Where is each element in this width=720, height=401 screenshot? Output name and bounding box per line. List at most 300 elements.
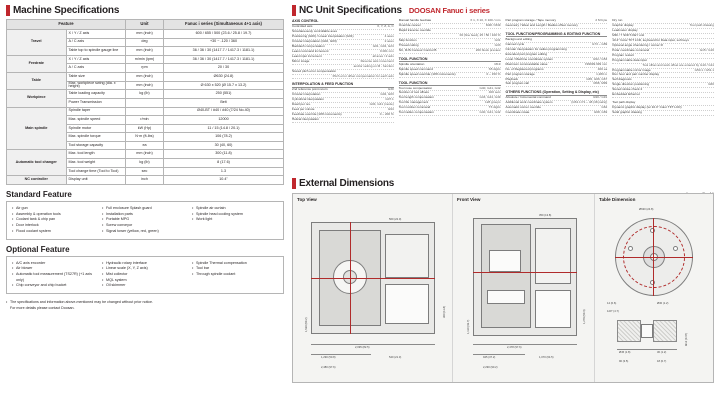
- nc-value: all axes / 2 axis: [372, 53, 394, 58]
- table-row: [7, 150, 284, 159]
- nc-key: Manual handle feedrate: [398, 18, 432, 22]
- list-item: • Linear scale (X, Y, Z axis): [102, 266, 188, 272]
- nc-value: G33: [494, 42, 501, 47]
- nc-value: G40, G41, G42: [479, 110, 501, 115]
- nc-key: [292, 75, 333, 79]
- row-unit: rpm: [126, 64, 164, 73]
- nc-key: Spindle speed override (10% increments): [398, 71, 456, 76]
- front-view-base: [535, 290, 571, 328]
- red-bar-icon: [292, 5, 296, 16]
- row-value: 36 / 36 / 30 (1417.7 / 1417.3 / 1181.1): [164, 47, 284, 56]
- row-value: 11 / 15 (14.8 / 20.1): [164, 124, 284, 133]
- standard-feature-column-1: [12, 206, 98, 235]
- nc-key: Dry run: [612, 18, 623, 22]
- dim-label: 2,290 (90.2): [483, 366, 498, 369]
- nc-value: Tool path drawing: [689, 22, 714, 27]
- nc-value: G43, G44, G49: [479, 95, 501, 100]
- top-view-title: Top View: [297, 197, 317, 202]
- nc-value: T3 digits: [488, 105, 501, 110]
- nc-key: Local / Machine coordinate system: [505, 56, 554, 61]
- nc-key: Least input increment: [292, 53, 322, 58]
- nc-value: G30: [387, 87, 394, 92]
- nc-unit-title: NC Unit Specifications: [299, 5, 402, 16]
- nc-key: MDI / 7 SOFT-KEY unit: [612, 32, 645, 37]
- row-unit: deg: [126, 38, 164, 47]
- nc-key: No. of Registered programs: [505, 66, 544, 71]
- nc-key: Part program storage: [505, 71, 535, 76]
- nc-spec-grid: [292, 19, 714, 126]
- nc-value: 1,280 m: [596, 71, 608, 76]
- nc-key: 2nd reference point return: [292, 87, 328, 92]
- nc-value: X, Y, Z, A, C: [377, 24, 394, 28]
- nc-key: Dwell per rev.: [292, 102, 311, 107]
- list-item: • Signal tower (yellow, red, green): [102, 229, 188, 235]
- optional-feature-heading: [6, 245, 284, 254]
- row-unit: mm (inch): [126, 72, 164, 81]
- group-feedrate: Feedrate: [7, 55, 67, 72]
- row-unit: [126, 98, 164, 107]
- front-view-atc: [535, 228, 571, 284]
- row-label: Tool change time (Tool to Tool): [66, 167, 126, 176]
- nc-value: 0 ~ 200 %: [379, 112, 394, 117]
- dim-label: 14 (0.6): [607, 302, 617, 305]
- machine-specifications-section: [6, 5, 284, 311]
- nc-key: Tool life management: [398, 100, 429, 105]
- front-view-title: Front View: [457, 197, 481, 202]
- nc-row: [506, 24, 608, 29]
- nc-key: Stored pitch error compensation: [292, 68, 337, 73]
- list-item: • Chip conveyor and chip bucket: [12, 283, 98, 289]
- nc-key: Feedrate override (10% increments): [292, 112, 342, 117]
- nc-block-title: TOOL FUNCTION: [399, 57, 501, 63]
- footnote-1: • The specifications and information above-mentioned may be changed without prior notice.: [6, 300, 284, 305]
- external-dimensions-title: External Dimensions: [299, 178, 395, 189]
- nc-column-2: [399, 19, 501, 126]
- list-item: • Installation parts: [102, 212, 188, 218]
- row-label: Tool storage capacity: [66, 141, 126, 150]
- row-label: Max. spindle speed: [66, 116, 126, 125]
- row-label: Spindle motor: [66, 124, 126, 133]
- nc-key: NC, RJS Contour Control B: [398, 47, 437, 52]
- machine-specs-title: Machine Specifications: [13, 5, 120, 16]
- nc-key: Simultaneously controllable axes: [292, 28, 338, 33]
- nc-block: [399, 19, 501, 54]
- table-row: [7, 90, 284, 99]
- nc-key: Stored stroke check 2: [612, 87, 643, 92]
- nc-block: [292, 82, 394, 123]
- nc-key: Automatic corner override: [505, 105, 541, 110]
- nc-key: Leadmeter display: [612, 27, 638, 32]
- row-label: A / C axis: [66, 38, 126, 47]
- row-value: 250 (551): [164, 90, 284, 99]
- nc-row: [399, 111, 501, 116]
- table-row: [7, 55, 284, 64]
- list-item: • Hydraulic rotary interface: [102, 261, 188, 267]
- nc-key: Absolute / Incremental command: [505, 95, 551, 100]
- drawings-container: [292, 193, 714, 383]
- nc-key: Feed per minute: [292, 107, 315, 112]
- front-view-table: [487, 290, 525, 304]
- group-atc: Automatic tool changer: [7, 150, 67, 176]
- nc-key: Embedded Ethernet: [612, 92, 640, 97]
- nc-key: Programmable data input: [612, 57, 647, 62]
- nc-value: ±99999.999 mm: [584, 61, 608, 66]
- row-label: Table loading capacity: [66, 90, 126, 99]
- nc-key: Tool number command: [398, 105, 431, 110]
- table-section-hatch-left: [617, 320, 641, 342]
- list-item: • Spindle air curtain: [192, 206, 278, 212]
- dim-label: 1,070 (64.5): [539, 356, 554, 359]
- nc-key: Circular interpolation: [292, 92, 321, 97]
- nc-block-title: OTHERS FUNCTIONS (Operation, Setting & Display, etc): [506, 90, 608, 96]
- red-bar-icon: [6, 5, 10, 16]
- row-unit: ea: [126, 141, 164, 150]
- group-main-spindle: Main spindle: [7, 107, 67, 150]
- external-dimensions-section: [292, 178, 714, 383]
- list-item: • A/C axis encorder: [12, 261, 98, 267]
- nc-key: Run hour and part number display: [612, 72, 660, 77]
- dim-label: 1,110 (43.7): [467, 319, 470, 334]
- nc-block: [399, 57, 501, 78]
- row-unit: mm (inch): [126, 150, 164, 159]
- row-value: Belt: [164, 98, 284, 107]
- dim-label: 350 (13.8): [539, 214, 552, 217]
- optional-feature-column-3: [192, 261, 278, 290]
- row-unit: sec: [126, 167, 164, 176]
- nc-block-title: TOOL FUNCTION: [399, 81, 501, 87]
- row-value: 10.4": [164, 176, 284, 185]
- nc-key: Skip function: [398, 37, 417, 42]
- nc-block: [506, 19, 608, 29]
- nc-key: Additional work coordinate system: [505, 100, 553, 105]
- list-item: • Full enclosure Splash guard: [102, 206, 188, 212]
- nc-block-title: TOOL FUNCTION/PROGRAMMING & EDITING FUNCTION: [506, 32, 608, 38]
- list-item: • Tool bar: [192, 266, 278, 272]
- nc-value: F0 (fine feed), 25 / 50 / 100 %: [459, 32, 501, 37]
- front-view-column: [481, 224, 531, 328]
- nc-key: Controlled axis: [292, 24, 313, 28]
- nc-key: Coordinate rotate: [505, 110, 530, 115]
- row-label: Max. tool weight: [66, 159, 126, 168]
- row-value: 8 (17.6): [164, 159, 284, 168]
- nc-row: [292, 118, 394, 123]
- nc-key: Canned cycle: [505, 41, 525, 46]
- list-item: • Air blower: [12, 266, 98, 272]
- nc-value: 200 block preview: [475, 47, 501, 52]
- nc-value: G68, G69: [593, 110, 608, 115]
- nc-key: Backlash compensation: [292, 43, 325, 48]
- nc-key: [292, 65, 354, 69]
- row-label: Max. tool length: [66, 150, 126, 159]
- header-feature: Feature: [7, 20, 126, 30]
- group-workpiece: Workpiece: [7, 90, 67, 107]
- table-row: [7, 107, 284, 116]
- dim-label: Ø630 (24.8): [639, 208, 654, 211]
- nc-value: G90 / G91: [592, 95, 608, 100]
- list-item: • Screw conveyor: [102, 223, 188, 229]
- row-value: 300 (11.8): [164, 150, 284, 159]
- nc-block: [506, 90, 608, 116]
- nc-key: Programmable mirror image: [612, 67, 651, 72]
- nc-column-3: [506, 19, 608, 126]
- list-item: • Air gun: [12, 206, 98, 212]
- row-label: Spindle taper: [66, 107, 126, 116]
- nc-row: [292, 75, 394, 80]
- list-item: • Spindle Thermal compensation: [192, 261, 278, 267]
- nc-key: Tool radius compensation: [398, 110, 434, 115]
- row-value: 30 (40, 60): [164, 141, 284, 150]
- nc-row: [612, 111, 714, 116]
- table-row: [7, 176, 284, 185]
- nc-value: 2 axes: [384, 38, 394, 43]
- nc-block: [506, 32, 608, 88]
- nc-unit-heading: [292, 5, 714, 16]
- dim-label: 2,095 (82.5): [355, 346, 370, 349]
- list-item: • Flood coolant system: [12, 229, 98, 235]
- nc-block: [612, 101, 714, 116]
- nc-key: Program restart: [612, 52, 634, 57]
- row-label: Max. workpiece swing (dia. x height): [66, 81, 126, 90]
- nc-key: Dynamic graphic display (w/ 10.4" Color TFT LCD): [612, 105, 682, 110]
- dim-label: M12 (0.47): [685, 333, 688, 346]
- row-unit: kW (Hp): [126, 124, 164, 133]
- nc-key: Spindle orientation: [398, 61, 425, 66]
- external-dimensions-heading: [292, 178, 714, 189]
- nc-key: 10.4" Color TFT LCD, keyboard for Data input, soft keys: [612, 37, 689, 42]
- nc-key: Number of tool offsets: [398, 90, 429, 95]
- nc-value: 400 ea: [597, 66, 608, 71]
- nc-key: Thread cutting: [398, 42, 419, 47]
- optional-feature-column-2: [102, 261, 188, 290]
- nc-value: (G54.1 P1 ~ 48 (48 pairs)): [571, 100, 608, 105]
- standard-feature-box: [6, 201, 284, 240]
- group-table: Table: [7, 72, 67, 89]
- nc-value: Tool offset and work offset are entered by G10 / G11: [642, 62, 714, 67]
- dim-label: 120° (4.7): [607, 310, 619, 313]
- nc-value: 400 sets: [488, 90, 501, 95]
- dim-label: 30 (1.2): [657, 351, 667, 354]
- row-unit: m/min (ipm): [126, 55, 164, 64]
- list-item: • Oil skimmer: [102, 283, 188, 289]
- row-label: Table top to spindle gauge line: [66, 47, 126, 56]
- row-value: +30 ~ -120 / 360: [164, 38, 284, 47]
- nc-value: G94: [387, 107, 394, 112]
- dim-label: 2,478 (97.6): [507, 346, 522, 349]
- group-nc-controller: NC controller: [7, 176, 67, 185]
- row-unit: kg (lb): [126, 159, 164, 168]
- nc-value: G62: [601, 105, 608, 110]
- nc-value: G60: [708, 82, 714, 87]
- row-value: 12000: [164, 116, 284, 125]
- nc-key: Extended part program editing: [505, 51, 548, 56]
- dim-label: 945 (37.2): [483, 356, 496, 359]
- nc-key: Rapid traverse override: [398, 27, 431, 32]
- header-unit: Unit: [126, 20, 164, 30]
- nc-key: Maximum commandable value: [505, 61, 548, 66]
- machine-spec-table: [6, 19, 284, 185]
- dim-label: 560 (22.0): [389, 218, 402, 221]
- nc-value: M98, M99: [593, 81, 608, 86]
- row-label: X / Y / Z axis: [66, 55, 126, 64]
- list-item: • Coolant tank & chip pan: [12, 217, 98, 223]
- nc-row: [506, 82, 608, 87]
- nc-value: G52 / G53: [592, 56, 608, 61]
- list-item: • Assembly & operation tools: [12, 212, 98, 218]
- nc-row: [506, 111, 608, 116]
- optional-feature-column-1: [12, 261, 98, 290]
- nc-key: Spindle speed command: [398, 66, 433, 71]
- table-tslot-hole: [673, 246, 678, 251]
- nc-unit-subtitle: DOOSAN Fanuc i series: [408, 6, 490, 15]
- nc-value: G73 ~ G89: [592, 41, 608, 46]
- nc-key: Graphic display: [612, 22, 634, 27]
- nc-key: Tool path display: [612, 100, 636, 105]
- row-unit: mm (inch): [126, 30, 164, 39]
- nc-row: [399, 73, 501, 78]
- footnote-2: For more details please contact Doosan.: [10, 305, 75, 310]
- nc-key: Solid graphic drawing: [612, 110, 642, 115]
- list-item: • Spindle head cooling system: [192, 212, 278, 218]
- row-unit: mm (inch): [126, 81, 164, 90]
- nc-key: Playback: [505, 76, 519, 81]
- nc-value: G07.1: [385, 97, 394, 102]
- row-value: 106 (78.2): [164, 133, 284, 142]
- row-unit: inch: [126, 176, 164, 185]
- nc-column-1: [292, 19, 394, 126]
- dim-label: 1,530 (60.2): [305, 317, 308, 332]
- nc-unit-section: [292, 5, 714, 126]
- nc-key: Cylindrical interpolation: [292, 97, 324, 102]
- front-view-panel: [453, 194, 595, 382]
- table-dimension-panel: [595, 194, 713, 382]
- nc-value: 0 ~ 150 %: [486, 71, 501, 76]
- nc-key: Least command increment: [292, 48, 329, 53]
- red-bar-icon: [292, 178, 296, 189]
- nc-value: G31: [494, 37, 501, 42]
- standard-feature-title: Standard Feature: [6, 189, 72, 199]
- nc-value: S5 digits: [488, 66, 501, 71]
- row-label: A / C axis: [66, 64, 126, 73]
- row-label: Power Transmission: [66, 98, 126, 107]
- header-value: Fanuc i series (Simultaneous 4+1 axis): [164, 20, 284, 30]
- nc-value: 0.001 mm: [379, 48, 394, 53]
- table-section-hatch-right: [653, 320, 677, 342]
- dim-label: 18 (0.7): [657, 360, 667, 363]
- nc-value: 4 axes: [384, 33, 394, 38]
- list-item: • Through spindle coolant: [192, 272, 278, 278]
- machine-specs-heading: [6, 5, 284, 16]
- nc-key: Helical interpolation: [292, 117, 319, 122]
- row-label: Max. spindle torque: [66, 133, 126, 142]
- dim-label: 540 (21.3): [389, 356, 402, 359]
- list-item: • MQL system: [102, 278, 188, 284]
- standard-feature-heading: [6, 190, 284, 199]
- nc-block: [292, 19, 394, 79]
- nc-block: [612, 19, 714, 98]
- nc-key: Self diagnosis: [612, 77, 632, 82]
- dim-label: 300 (11.8): [443, 305, 446, 318]
- list-item: • Door interlock: [12, 223, 98, 229]
- nc-value: G50.1 / G51.1: [694, 67, 714, 72]
- nc-value: G04, G41 (mode): [369, 102, 394, 107]
- row-value: 600 / 655 / 500 (23.6 / 25.8 / 19.7): [164, 30, 284, 39]
- nc-key: Circular interpolation for radius programming: [505, 46, 567, 51]
- nc-key: Override cancel: [398, 22, 421, 27]
- standard-feature-column-2: [102, 206, 188, 235]
- list-item: • Automatic tool measurement (TS27R) (+1 axis only): [12, 272, 98, 283]
- nc-key: Optional angle chamfering / corner R: [612, 42, 663, 47]
- row-unit: r/min: [126, 116, 164, 125]
- nc-value: G65, G66, G67: [586, 76, 608, 81]
- nc-value: M48 / M49: [485, 22, 501, 27]
- row-value: 1.3: [164, 167, 284, 176]
- nc-value: G02, G03: [380, 92, 394, 97]
- dim-label: Ø30 (1.2): [657, 302, 669, 305]
- table-header-row: [7, 20, 284, 30]
- table-row: [7, 72, 284, 81]
- dim-label: 1,279 (50.4): [583, 309, 586, 324]
- nc-value: 2 M byte: [595, 18, 608, 22]
- nc-key: Polar coordinate command: [612, 47, 650, 52]
- front-view-spindle-head: [489, 250, 521, 272]
- table-dimension-title: Table Dimension: [599, 197, 636, 202]
- group-travel: Travel: [7, 30, 67, 56]
- nc-value: Reverse axis movement: [360, 58, 394, 63]
- standard-feature-column-3: [192, 206, 278, 235]
- optional-feature-title: Optional Feature: [6, 244, 70, 254]
- row-unit: [126, 107, 164, 116]
- dim-label: 1,290 (50.8): [321, 356, 336, 359]
- row-value: 20 / 30: [164, 64, 284, 73]
- nc-key: Part program storage / Tape memory: [505, 18, 556, 22]
- row-label: Display unit: [66, 176, 126, 185]
- row-unit: mm (inch): [126, 47, 164, 56]
- nc-key: Mirror image: [292, 58, 310, 63]
- row-value: Ø630 (24.8): [164, 72, 284, 81]
- nc-value: G01, G04, G24: [372, 43, 394, 48]
- nc-key: Circular interpolation (G02, G03): [292, 38, 337, 43]
- nc-value: G15 / G16: [699, 47, 714, 52]
- nc-value: G40, G41, G42: [479, 85, 501, 90]
- top-view-panel: [293, 194, 453, 382]
- dim-label: Ø45 (1.8): [619, 351, 631, 354]
- row-value: Ø40-BT / #40 / #40 (7/24 No.40): [164, 107, 284, 116]
- optional-feature-box: [6, 256, 284, 295]
- nc-key: Positioning (G00) / Linear interpolation (G01): [292, 33, 354, 38]
- dim-label: 2,480 (97.6): [321, 366, 336, 369]
- nc-key: Tool nose compensation: [398, 85, 433, 90]
- nc-block-title: INTERPOLATION & FEED FUNCTION: [292, 82, 394, 88]
- table-section-slot: [641, 324, 653, 338]
- nc-row: [612, 93, 714, 98]
- row-label: X / Y / Z axis: [66, 30, 126, 39]
- nc-value: 128 groups: [485, 100, 501, 105]
- top-view-atc: [385, 234, 429, 278]
- nc-key: Single direction positioning: [612, 82, 650, 87]
- nc-key: Tool length compensation: [398, 95, 434, 100]
- row-unit: N·m (ft-lbs): [126, 133, 164, 142]
- nc-value: Pitch error offset compensation for each axis: [332, 73, 394, 78]
- top-view-cabinet: [385, 284, 429, 324]
- nc-value: M19: [494, 61, 501, 66]
- row-label: Table size: [66, 72, 126, 81]
- nc-block-title: AXIS CONTROL: [292, 19, 394, 25]
- nc-value: and/or setting on M - function: [353, 63, 394, 68]
- list-item: • Portable MPG: [102, 217, 188, 223]
- list-item: • Mist collector: [102, 272, 188, 278]
- nc-key: Background editing: [505, 36, 532, 41]
- nc-key: Geometry / Wear and Length / Radius offset memory: [505, 22, 578, 27]
